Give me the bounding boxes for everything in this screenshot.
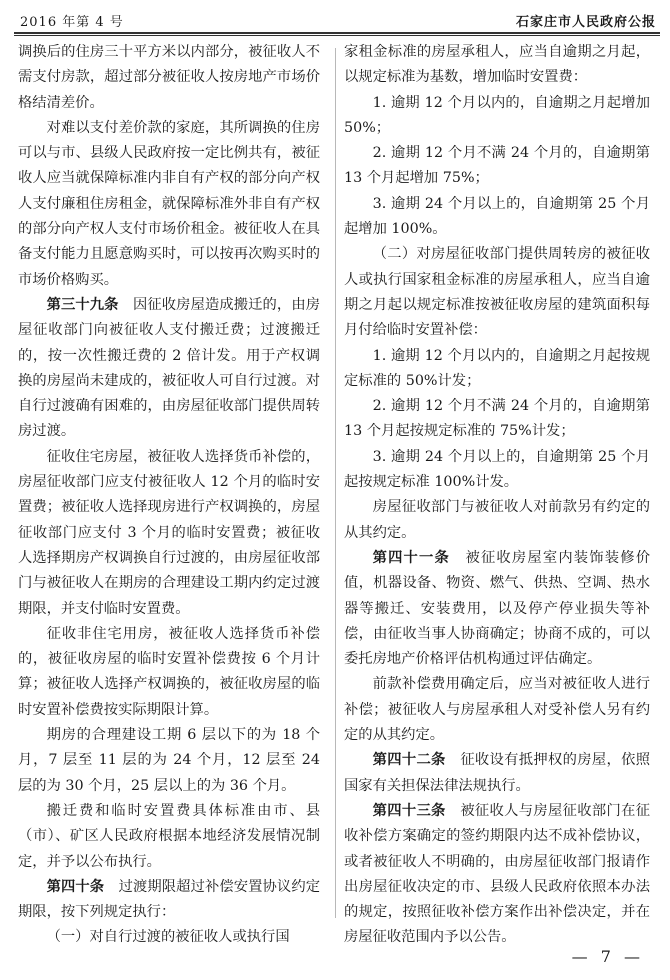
article-label: 第四十一条 (372, 549, 450, 566)
paragraph: 征收住宅房屋，被征收人选择货币补偿的，房屋征收部门应支付被征收人 12 个月的临时安置费；被征收人选择现房进行产权调换的，房屋征收部门应支付 3 个月的临时安置费；被征收人选择期房产权调换自行过渡的，由房屋征收部门与被征收人在期房的合理建设工期内约定过渡期限，并支付临时安置费。 (18, 448, 320, 617)
right-column (344, 40, 650, 951)
paragraph: 期房的合理建设工期 6 层以下的为 18 个月，7 层至 11 层的为 24 个月，12 层至 24 层的为 30 个月，25 层以上的为 36 个月。 (18, 727, 320, 794)
article-text: 征收设有抵押权的房屋，依照国家有关担保法律法规执行。 (344, 752, 651, 794)
paragraph: 房屋征收部门与被征收人对前款另有约定的从其约定。 (344, 499, 650, 541)
article-42 (344, 748, 650, 799)
page-header (0, 0, 670, 34)
article-40 (18, 875, 320, 926)
list-item: 3. 逾期 24 个月以上的，自逾期第 25 个月起按规定标准 100%计发。 (344, 448, 650, 491)
list-item: 2. 逾期 12 个月不满 24 个月的，自逾期第 13 个月起增加 75%； (344, 145, 650, 187)
paragraph: 征收非住宅用房，被征收人选择货币补偿的，被征收房屋的临时安置补偿费按 6 个月计算；被征收人选择产权调换的，被征收房屋的临时安置补偿费按实际期限计算。 (18, 625, 320, 718)
paragraph: 家租金标准的房屋承租人，应当自逾期之月起，以规定标准为基数，增加临时安置费： (344, 44, 650, 86)
page-number: — 7 — (571, 947, 644, 966)
paragraph: （一）对自行过渡的被征收人或执行国 (46, 929, 290, 946)
header-rule-thin (14, 35, 660, 36)
left-column (18, 40, 320, 951)
article-text: 被征收房屋室内装饰装修价值，机器设备、物资、燃气、供热、空调、热水器等搬迁、安装费用，以及停产停业损失等补偿，由征收当事人协商确定；协商不成的，可以委托房地产价格评估机构通过评估确定。 (344, 549, 651, 668)
paragraph: （二）对房屋征收部门提供周转房的被征收人或执行国家租金标准的房屋承租人，应当自逾期之月起以规定标准按被征收房屋的建筑面积每月付给临时安置补偿： (344, 246, 650, 339)
publication-title: 石家庄市人民政府公报 (515, 15, 656, 30)
article-label: 第四十条 (46, 878, 105, 895)
article-text: 因征收房屋造成搬迁的，由房屋征收部门向被征收人支付搬迁费；过渡搬迁的，按一次性搬迁费的 2 倍计发。用于产权调换的房屋尚未建成的，被征收人可自行过渡。对自行过渡确有困难的，由房屋征收部门提供周转房过渡。 (18, 296, 321, 440)
article-43 (344, 799, 650, 951)
article-label: 第四十三条 (372, 802, 446, 819)
list-item: 1. 逾期 12 个月以内的，自逾期之月起按规定标准的 50%计发； (344, 347, 650, 389)
list-item: 3. 逾期 24 个月以上的，自逾期第 25 个月起增加 100%。 (344, 195, 650, 238)
paragraph: 前款补偿费用确定后，应当对被征收人进行补偿；被征收人与房屋承租人对受补偿人另有约定的从其约定。 (344, 676, 650, 744)
paragraph: 调换后的住房三十平方米以内部分，被征收人不需支付房款，超过部分被征收人按房地产市场价格结清差价。 (18, 44, 320, 111)
article-41 (344, 546, 650, 672)
list-item: 2. 逾期 12 个月不满 24 个月的，自逾期第 13 个月起按规定标准的 75%计发； (344, 398, 650, 440)
issue-label: 2016 年第 4 号 (20, 15, 124, 30)
paragraph: 对难以支付差价款的家庭，其所调换的住房可以与市、县级人民政府按一定比例共有，被征收人应当就保障标准内非自有产权的部分向产权人支付廉租住房租金，就保障标准外非自有产权的部分向产权人支付市场价租金。被征收人在具备支付能力且愿意购买时，可以按再次购买时的市场价格购买。 (18, 119, 320, 288)
article-label: 第四十二条 (372, 752, 446, 769)
header-rule (14, 32, 660, 34)
column-divider (335, 48, 336, 918)
article-39 (18, 293, 320, 445)
list-item: 1. 逾期 12 个月以内的，自逾期之月起增加 50%； (344, 94, 650, 136)
paragraph: 搬迁费和临时安置费具体标准由市、县（市）、矿区人民政府根据本地经济发展情况制定，并予以公布执行。 (18, 802, 320, 870)
article-label: 第三十九条 (46, 296, 119, 313)
article-text: 被征收人与房屋征收部门在征收补偿方案确定的签约期限内达不成补偿协议，或者被征收人不明确的，由房屋征收部门报请作出房屋征收决定的市、县级人民政府依照本办法的规定，按照征收补偿方案作出补偿决定，并在房屋征收范围内予以公告。 (344, 802, 651, 946)
article-text: 过渡期限超过补偿安置协议约定期限，按下列规定执行： (18, 878, 321, 921)
